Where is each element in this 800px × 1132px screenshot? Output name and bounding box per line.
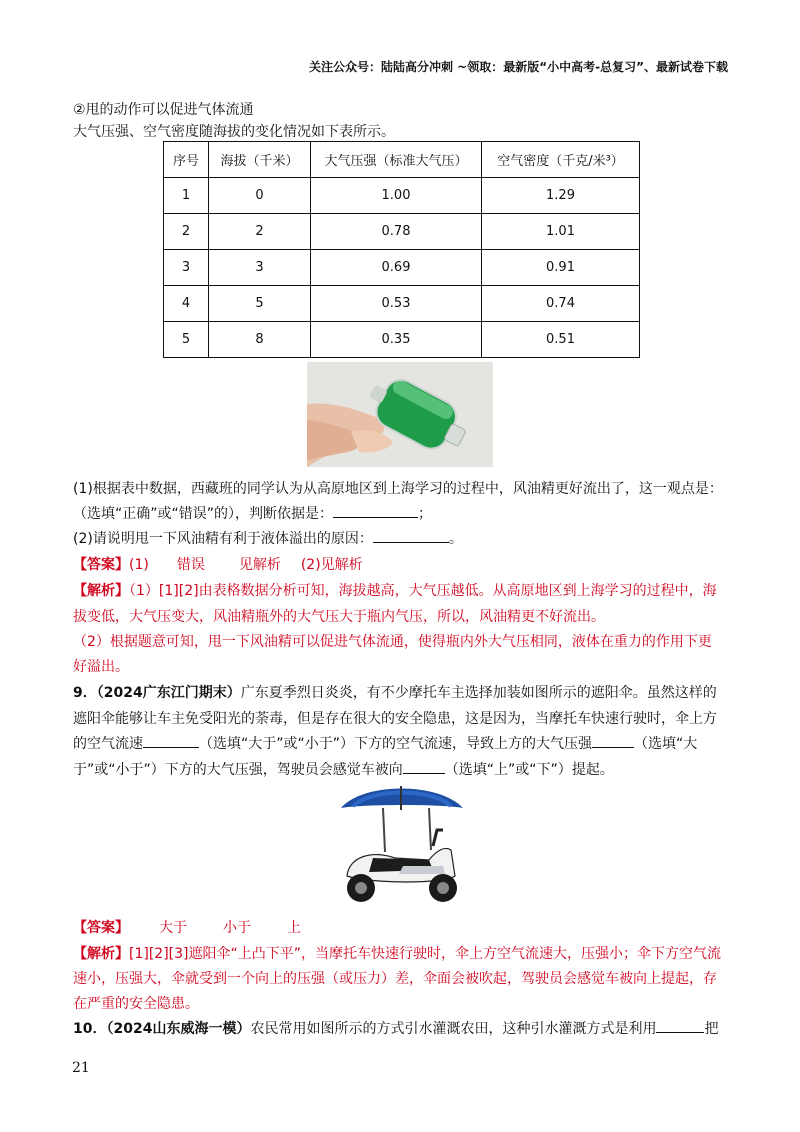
- table-cell: 8: [209, 322, 311, 358]
- answer-tag: 【答案】: [73, 920, 129, 936]
- q10-source: 10．（2024山东威海一模）: [73, 1021, 251, 1037]
- answer-blank[interactable]: [592, 733, 634, 748]
- answer-value: 上: [287, 920, 301, 936]
- q9-text: 广东夏季烈日炎炎，有不少摩托车主选择加装如图所示的遮阳伞。虽然这样的: [240, 685, 717, 701]
- answer-value: 小于: [223, 920, 251, 936]
- table-row: [164, 178, 640, 214]
- q8-part1-end: ；: [418, 506, 433, 522]
- table-cell: 1: [164, 178, 209, 214]
- answer-blank[interactable]: [373, 528, 449, 543]
- q9-text: 于”或“小于”）下方的大气压强，驾驶员会感觉车被向: [73, 762, 403, 778]
- q9-text: （选填“上”或“下”）提起。: [444, 762, 614, 778]
- q9-analysis-line-2: 速小，压强大，伞就受到一个向上的压强（或压力）差，伞面会被吹起，驾驶员会感觉车被向上提起，存: [73, 971, 717, 987]
- scooter-umbrella-photo: [333, 780, 469, 910]
- q9-line-3: [73, 733, 697, 753]
- analysis-tag: 【解析】: [73, 946, 129, 962]
- answer-value: 错误: [176, 557, 205, 573]
- table-row: [164, 322, 640, 358]
- table-header-cell: 序号: [164, 142, 209, 178]
- table-cell: 0.35: [311, 322, 482, 358]
- q8-part1-line1: (1)根据表中数据，西藏班的同学认为从高原地区到上海学习的过程中，风油精更好流出了，这一观点是：: [73, 481, 723, 497]
- answer-blank[interactable]: [143, 733, 199, 748]
- answer-tag: 【答案】: [73, 557, 129, 573]
- table-row: [164, 250, 640, 286]
- q8-analysis-line-1: [73, 580, 717, 600]
- table-cell: 1.29: [482, 178, 640, 214]
- oil-bottle-photo: [307, 362, 493, 467]
- table-cell: 5: [209, 286, 311, 322]
- page-number: 21: [72, 1060, 90, 1076]
- q8-part1-text: （选填“正确”或“错误”的），判断依据是：: [73, 506, 334, 522]
- q9-analysis-line-1: [73, 943, 721, 963]
- table-cell: 4: [164, 286, 209, 322]
- table-cell: 0.53: [311, 286, 482, 322]
- table-header-cell: 空气密度（千克/米³）: [482, 142, 640, 178]
- analysis-text: [1][2][3]遮阳伞“上凸下平”，当摩托车快速行驶时，伞上方空气流速大，压强小；伞下方空气流: [129, 946, 721, 962]
- analysis-tag: 【解析】: [73, 583, 129, 599]
- table-cell: 0: [209, 178, 311, 214]
- table-header-row: [164, 142, 640, 178]
- table-cell: 3: [164, 250, 209, 286]
- table-cell: 3: [209, 250, 311, 286]
- q9-text: （选填“大于”或“小于”）下方的空气流速，导致上方的大气压强: [199, 736, 593, 752]
- q8-analysis-line-2: 拔变低，大气压变大，风油精瓶外的大气压大于瓶内气压，所以，风油精更不好流出。: [73, 609, 605, 625]
- q9-text: 的空气流速: [73, 736, 143, 752]
- answer-blank[interactable]: [403, 759, 445, 774]
- q9-source: 9．（2024广东江门期末）: [73, 685, 241, 701]
- table-header-cell: 海拔（千米）: [209, 142, 311, 178]
- q10-line-1: [73, 1018, 718, 1038]
- table-cell: 1.01: [482, 214, 640, 250]
- q9-line-2: 遮阳伞能够让车主免受阳光的荼毒，但是存在很大的安全隐患，这是因为，当摩托车快速行驶时，伞上方: [73, 711, 717, 727]
- q9-text: （选填“大: [634, 736, 698, 752]
- q10-text: 农民常用如图所示的方式引水灌溉农田，这种引水灌溉方式是利用: [250, 1021, 657, 1037]
- answer-blank[interactable]: [333, 503, 418, 518]
- q8-part2-line: [73, 528, 463, 548]
- q8-analysis-line-3: （2）根据题意可知，甩一下风油精可以促进气体流通，使得瓶内外大气压相同，液体在重力的作用下更: [73, 634, 712, 650]
- q10-text: 把: [704, 1021, 719, 1037]
- page-header: 关注公众号：陆陆高分冲刺 ~领取：最新版“小中高考-总复习”、最新试卷下载: [309, 60, 728, 74]
- altitude-table: [163, 141, 640, 358]
- q9-line-4: [73, 759, 614, 779]
- table-row: [164, 286, 640, 322]
- q8-analysis-line-4: 好溢出。: [73, 659, 129, 675]
- answer-value: 大于: [159, 920, 187, 936]
- table-cell: 0.51: [482, 322, 640, 358]
- table-cell: 0.78: [311, 214, 482, 250]
- table-cell: 0.91: [482, 250, 640, 286]
- answer-value: (1): [129, 557, 149, 573]
- answer-value: 见解析: [238, 557, 281, 573]
- table-header-cell: 大气压强（标准大气压）: [311, 142, 482, 178]
- table-row: [164, 214, 640, 250]
- analysis-text: （1）[1][2]由表格数据分析可知，海拔越高，大气压越低。从高原地区到上海学习的过程中，海: [129, 583, 717, 599]
- q9-analysis-line-3: 在严重的安全隐患。: [73, 996, 199, 1012]
- answer-value: (2)见解析: [300, 557, 363, 573]
- q9-line-1: [73, 682, 717, 702]
- table-cell: 5: [164, 322, 209, 358]
- q8-answer-line: [73, 554, 363, 574]
- intro-line-2: 大气压强、空气密度随海拔的变化情况如下表所示。: [73, 124, 395, 140]
- table-cell: 2: [209, 214, 311, 250]
- q8-part2-text: (2)请说明甩一下风油精有利于液体溢出的原因：: [73, 531, 373, 547]
- q9-answer-line: [73, 917, 301, 937]
- table-cell: 0.74: [482, 286, 640, 322]
- table-cell: 0.69: [311, 250, 482, 286]
- q8-part2-end: 。: [448, 531, 463, 547]
- q8-part1-line2: [73, 503, 432, 523]
- answer-blank[interactable]: [656, 1018, 704, 1033]
- intro-line-1: ②甩的动作可以促进气体流通: [73, 102, 254, 118]
- table-cell: 1.00: [311, 178, 482, 214]
- table-cell: 2: [164, 214, 209, 250]
